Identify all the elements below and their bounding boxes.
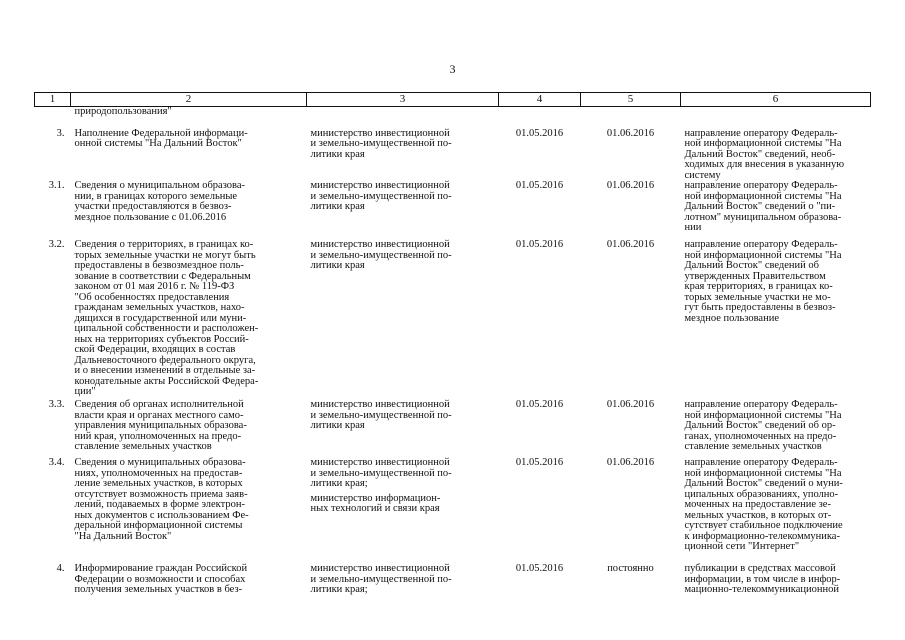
table-row (35, 564, 871, 624)
table-row (35, 107, 871, 129)
row-number: 3.1. (48, 180, 65, 191)
end-date: 01.06.2016 (606, 180, 655, 191)
start-date: 01.05.2016 (515, 127, 564, 139)
column-number-header: 1 (35, 93, 71, 107)
start-date: 01.05.2016 (515, 457, 564, 468)
plan-table (34, 92, 871, 624)
responsible-org-primary: министерство инвестиционной и земельно-имущественной по- литики края; (310, 457, 452, 489)
responsible-org: министерство инвестиционной и земельно-имущественной по- литики края (310, 399, 452, 431)
row-number: 3.2. (48, 239, 65, 250)
start-date: 01.05.2016 (515, 563, 564, 574)
column-number-header: 2 (71, 93, 307, 107)
page-number: 3 (449, 62, 456, 76)
task-text: Сведения о территориях, в границах ко- торых земельные участки не могут быть предоставлены в безвозмездное поль- зование в соответствии с Федеральным законом от 01 мая 2016 г. № 119-ФЗ "Об особенностях предоставления гражданам земельных участков, нахо- дящихся в государственной или муни- ципальной собственности и расположен- ных на территориях субъектов Россий- ской Федерации, входящих в состав Дальневосточного федерального округа, и о внесении изменений в отдельные за- конодательные акты Российской Федера- ции" (74, 239, 259, 397)
column-number-header: 4 (499, 93, 581, 107)
row-number (35, 107, 71, 129)
end-date: 01.06.2016 (606, 399, 655, 410)
row-number: 4. (56, 563, 65, 574)
end-date: 01.06.2016 (606, 127, 655, 139)
responsible-org: министерство инвестиционной и земельно-имущественной по- литики края; (310, 563, 452, 595)
expected-result: направление оператору Федераль- ной информационной системы "На Дальний Восток" сведений о муни- ципальных образованиях, уполно- моченных на предоставление зе- мельных участков, в которых от- сутствует стабильное подключение к информационно-телекоммуника- ционной сети "Интернет" (684, 457, 843, 552)
row-number: 3. (56, 127, 65, 139)
task-text: природопользования" (74, 106, 172, 117)
expected-result: направление оператору Федераль- ной информационной системы "На Дальний Восток" сведений об ор- ганах, уполномоченных на предо- ставление земельных участков (684, 399, 842, 452)
row-number: 3.4. (48, 457, 65, 468)
row-number: 3.3. (48, 399, 65, 410)
column-number-header: 5 (581, 93, 681, 107)
task-text: Сведения о муниципальных образова- ниях, уполномоченных на предостав- ление земельных участков, в которых отсутствует возможность приема заяв- лений, подаваемых в форме электрон- ных документов с использованием Фе- деральной информационной системы "На Дальний Восток" (74, 457, 249, 542)
task-text: Наполнение Федеральной информаци- онной системы "На Дальний Восток" (74, 127, 248, 149)
responsible-org-secondary: министерство информацион- ных технологий и связи края (310, 492, 441, 514)
expected-result: направление оператору Федераль- ной информационной системы "На Дальний Восток" сведений, необ- ходимых для внесения в указанную систему (684, 127, 845, 181)
table-row (35, 458, 871, 564)
start-date: 01.05.2016 (515, 180, 564, 191)
table-row (35, 400, 871, 458)
table-header-row (35, 93, 871, 107)
end-date (581, 107, 681, 129)
start-date: 01.05.2016 (515, 399, 564, 410)
end-date: постоянно (607, 563, 654, 574)
task-text: Сведения об органах исполнительной власти края и органах местного само- управления муниципальных образова- ний края, уполномоченных на предо- ставление земельных участков (74, 399, 247, 452)
table-row (35, 181, 871, 240)
end-date: 01.06.2016 (606, 239, 655, 250)
responsible-org: министерство инвестиционной и земельно-имущественной по- литики края (310, 180, 452, 212)
start-date: 01.05.2016 (515, 239, 564, 250)
table-row (35, 240, 871, 400)
start-date (499, 107, 581, 129)
table-row (35, 129, 871, 182)
task-text: Сведения о муниципальном образова- нии, в границах которого земельные участки предоставляются в безвоз- мездное пользование с 01.06.2016 (74, 180, 246, 223)
expected-result: публикации в средствах массовой информации, в том числе в инфор- мационно-телекоммуникационной (684, 563, 841, 595)
expected-result: направление оператору Федераль- ной информационной системы "На Дальний Восток" сведений об утвержденных Правительством края территориях, в границах ко- торых земельные участки не мо- гут быть предоставлены в безвоз- мездное пользование (684, 239, 842, 324)
expected-result: направление оператору Федераль- ной информационной системы "На Дальний Восток" сведений о "пи- лотном" муниципальном образова- нии (684, 180, 842, 233)
column-number-header: 6 (681, 93, 871, 107)
responsible-org: министерство инвестиционной и земельно-имущественной по- литики края (310, 239, 452, 271)
responsible-org (307, 107, 499, 129)
responsible-org (307, 458, 499, 564)
column-number-header: 3 (307, 93, 499, 107)
responsible-org: министерство инвестиционной и земельно-имущественной по- литики края (310, 127, 452, 160)
end-date: 01.06.2016 (606, 457, 655, 468)
expected-result (681, 107, 871, 129)
task-text: Информирование граждан Российской Федерации о возможности и способах получения земельных участков в без- (74, 563, 248, 595)
